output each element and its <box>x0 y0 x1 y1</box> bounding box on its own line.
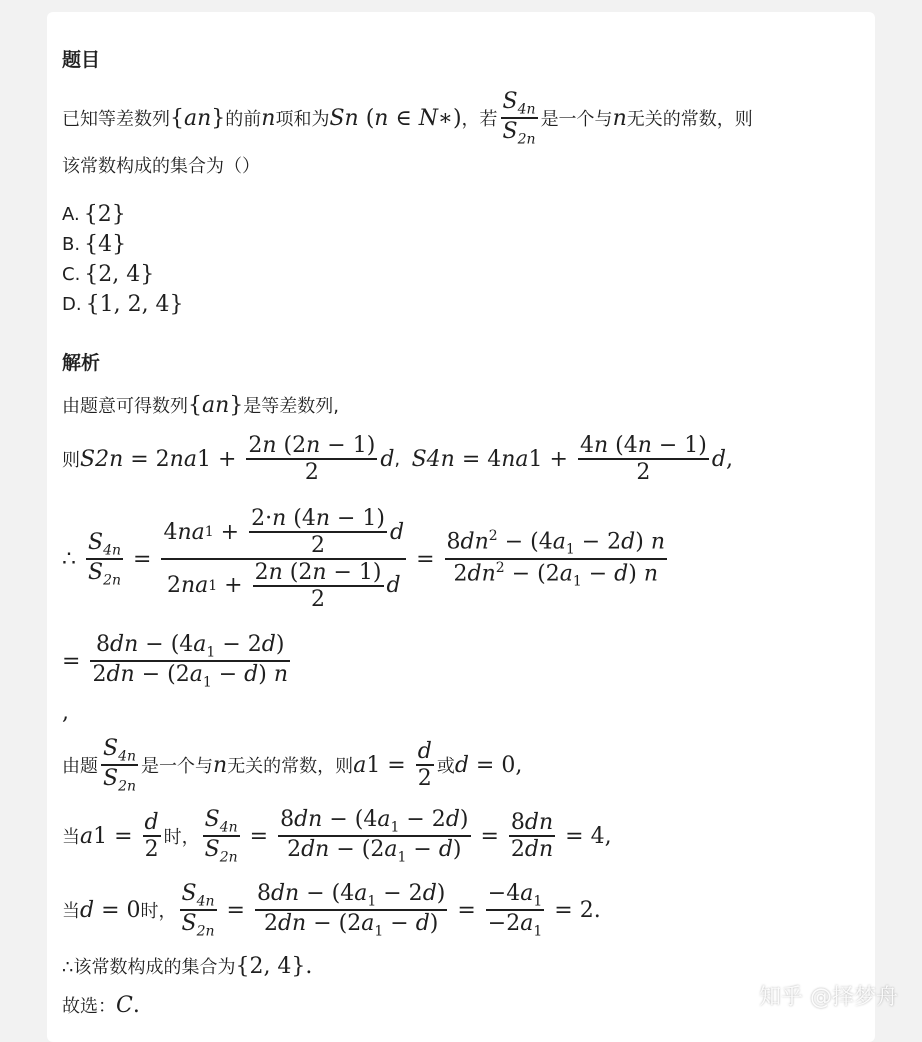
analysis-line-8: 当 d = 0 时， $\frac{S_{4n}}{S_{2n}}$ = $\frac{8dn - (4a_1 - 2d)}{2dn - (2a_1 - d)}$ = $\frac{-4a_1}{-2a_1}$ = 2. <box>62 880 601 940</box>
option-c: C. {2, 4} <box>62 262 155 287</box>
option-b: B. {4} <box>62 232 127 257</box>
analysis-line-5: , <box>62 700 69 725</box>
analysis-line-4: = $\frac{8dn - (4a_1 - 2d)}{2dn - (2a_1 - d) n}$ <box>62 631 289 691</box>
analysis-line-6: 由题 $\frac{S_{4n}}{S_{2n}}$ 是一个与 n 无关的常数，则 a 1 = $\frac{d}{2}$ 或 d = 0, <box>62 735 523 795</box>
analysis-line-1: 由题意可得数列 { a n } 是等差数列, <box>62 392 340 418</box>
analysis-line-2: 则 S 2n = 2 na 1 + $\frac{2n (2n - 1)}{2}$ d , S 4n = 4 na 1 + $\frac{4n (4n - 1)}{2}$ d , <box>62 432 733 485</box>
option-d: D. {1, 2, 4} <box>62 292 184 317</box>
analysis-line-9: ∴该常数构成的集合为 {2, 4}. <box>62 953 313 979</box>
analysis-line-7: 当 a 1 = $\frac{d}{2}$ 时， $\frac{S_{4n}}{S_{2n}}$ = $\frac{8dn - (4a_1 - 2d)}{2dn - (2a_1 - d)}$ = $\frac{8dn}{2dn}$ = 4, <box>62 806 612 866</box>
option-a: A. {2} <box>62 202 126 227</box>
zhihu-watermark: 知乎 @择梦舟 <box>759 985 898 1010</box>
analysis-heading: 解析 <box>62 352 101 374</box>
question-heading: 题目 <box>62 49 101 71</box>
analysis-line-10: 故选： C . <box>62 992 140 1018</box>
question-line-2: 该常数构成的集合为（） <box>62 156 260 177</box>
question-line-1: 已知等差数列 { a n } 的前 n 项和为 S n ( n ∈ N ∗) ，若 $\frac{S_{4n}}{S_{2n}}$ 是一个与 n 无关的常数，则 <box>62 88 753 148</box>
analysis-line-3: ∴ $\frac{S_{4n}}{S_{2n}}$ = 4 na 1 + $\frac{2\cdot n (4n - 1)}{2}$ d 2 na 1 + $\frac{2n (2n - 1)}{2}$ d = $\frac{8dn^2 - (4a_1 - 2d) n}{2dn^2 - (2a_1 - d) n}$ <box>62 506 666 612</box>
